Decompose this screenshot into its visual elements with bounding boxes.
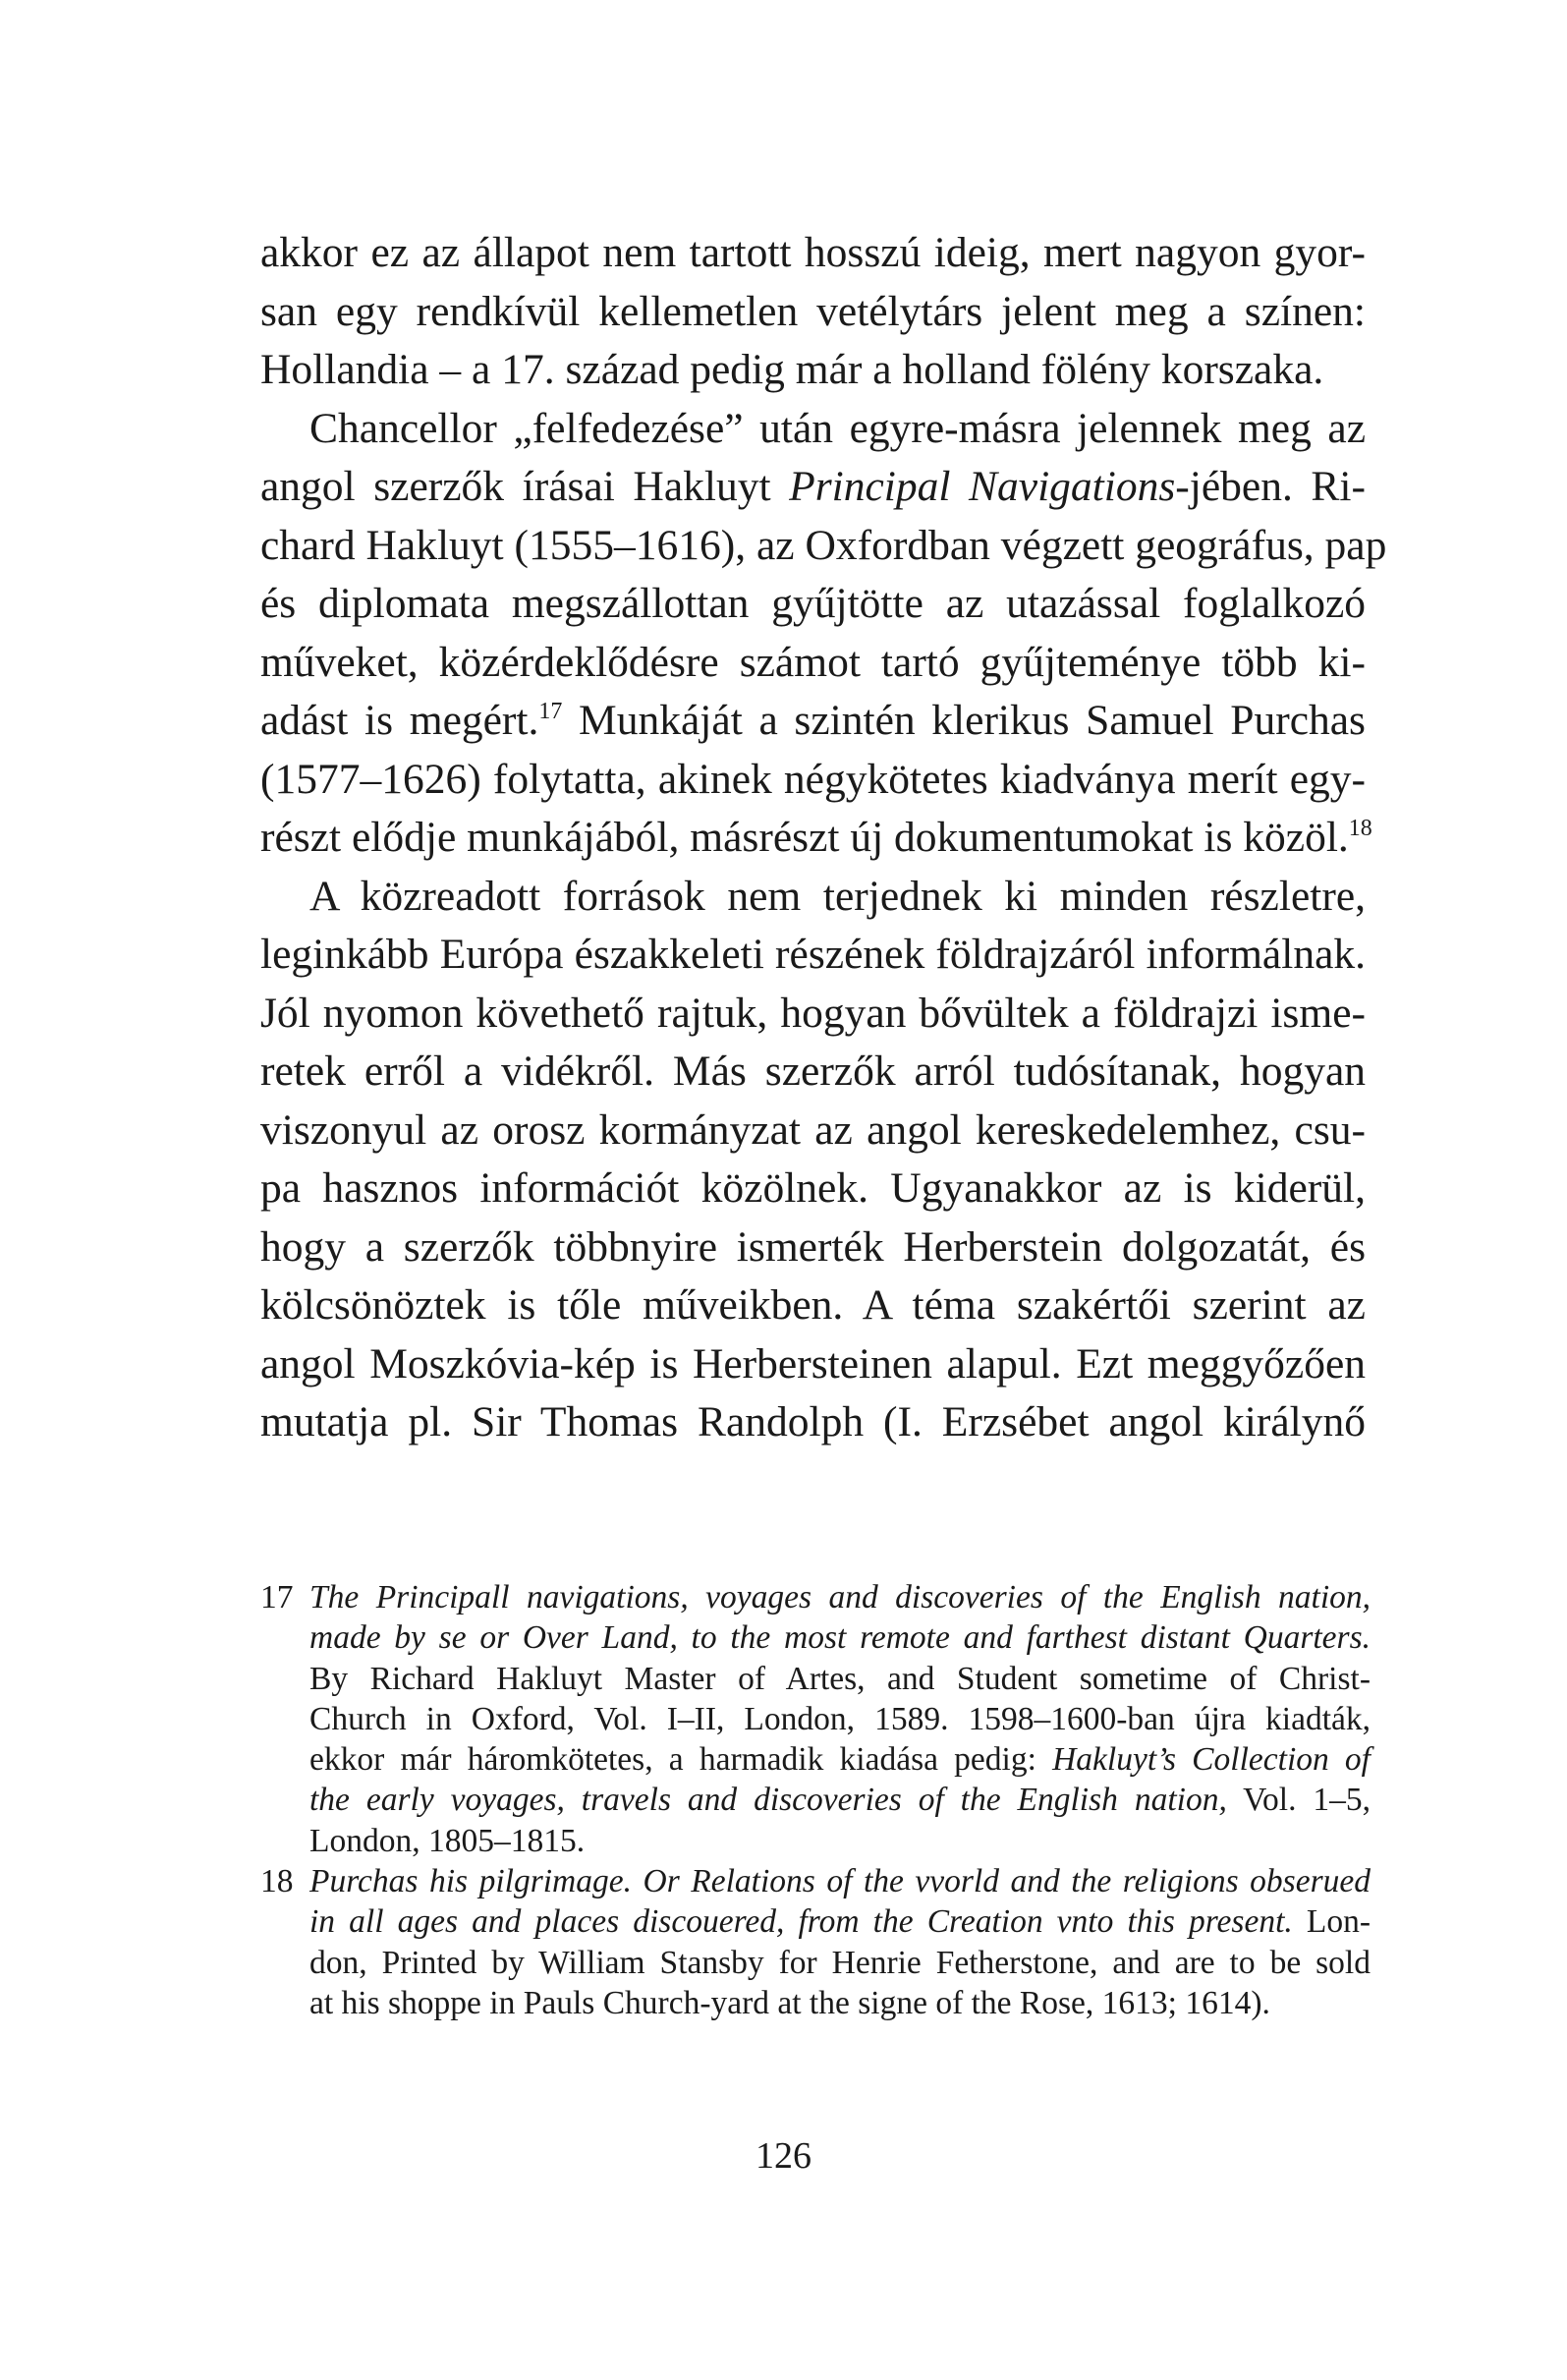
italic-title: Purchas his pilgrimage. Or Relations of the vvorld and the religions obserued [309, 1863, 1371, 1900]
line-text: at his shoppe in Pauls Church-yard at the signe of the Rose, 1613; 1614). [309, 1984, 1270, 2021]
line-text: retek erről a vidékről. Más szerzők arról tudósítanak, hogyan [260, 1048, 1366, 1095]
line-text: és diplomata megszállottan gyűjtötte az utazással foglalkozó [260, 580, 1366, 627]
line-text: leginkább Európa északkeleti részének földrajzáról informálnak. [260, 931, 1366, 978]
line-text: san egy rendkívül kellemetlen vetélytárs jelent meg a színen: [260, 287, 1366, 335]
footnote-line [309, 1577, 1371, 1617]
line-text: adást is megért. [260, 697, 539, 744]
italic-title: the early voyages, travels and discoveries of the English nation, [309, 1782, 1227, 1819]
line-text: -jében. Ri- [1175, 463, 1367, 510]
line-text: (1577–1626) folytatta, akinek négykötetes kiadványa merít egy- [260, 755, 1366, 803]
text-line [260, 458, 1366, 517]
line-text: ekkor már háromkötetes, a harmadik kiadása pedig: [309, 1741, 1053, 1779]
line-text: By Richard Hakluyt Master of Artes, and Student sometime of Christ- [309, 1660, 1371, 1697]
text-line [260, 1102, 1366, 1161]
footnote [260, 1861, 1371, 2023]
text-line [260, 517, 1387, 576]
text-line [260, 751, 1366, 810]
italic-title: Hakluyt’s Collection of [1052, 1741, 1371, 1779]
text-line [260, 809, 1372, 868]
text-line [260, 1043, 1366, 1102]
footnote-line [309, 1780, 1371, 1820]
line-text: Church in Oxford, Vol. I–II, London, 1589. 1598–1600-ban újra kiadták, [309, 1700, 1371, 1737]
footnote-line [309, 1659, 1371, 1699]
text-line [260, 985, 1366, 1044]
footnote-number: 18 [260, 1863, 294, 1900]
footnote-line [309, 1861, 1371, 1901]
footnote-line [309, 1699, 1371, 1739]
footnote-number: 17 [260, 1579, 294, 1615]
text-line [260, 341, 1366, 400]
text-line [260, 926, 1366, 985]
line-text: don, Printed by William Stansby for Henrie Fetherstone, and are to be sold [309, 1944, 1371, 1981]
line-text: chard Hakluyt (1555–1616), az Oxfordban végzett geográfus, pap [260, 521, 1387, 569]
line-text: Hollandia – a 17. század pedig már a holland fölény korszaka. [260, 346, 1324, 393]
italic-title: The Principall navigations, voyages and discoveries of the English nation, [309, 1579, 1371, 1615]
footnote-reference[interactable]: 17 [538, 699, 563, 724]
page-number: 126 [756, 2135, 811, 2177]
italic-title: Principal Navigations [789, 463, 1176, 510]
line-text: műveket, közérdeklődésre számot tartó gyűjteménye több ki- [260, 638, 1366, 686]
line-text: pa hasznos információt közölnek. Ugyanakkor az is kiderül, [260, 1164, 1366, 1212]
line-text: Munkáját a szintén klerikus Samuel Purchas [562, 697, 1366, 744]
text-line [260, 224, 1366, 283]
text-line [260, 868, 1366, 927]
footnote-reference[interactable]: 18 [1348, 816, 1372, 841]
line-text: akkor ez az állapot nem tartott hosszú ideig, mert nagyon gyor- [260, 229, 1366, 276]
line-text: Vol. 1–5, [1226, 1782, 1371, 1819]
footnote-line [309, 1983, 1371, 2023]
text-line [260, 400, 1366, 459]
line-text: részt elődje munkájából, másrészt új dokumentumokat is közöl. [260, 814, 1349, 861]
line-text: Jól nyomon követhető rajtuk, hogyan bővültek a földrajzi isme- [260, 989, 1366, 1037]
footnote-line [309, 1739, 1371, 1780]
line-text: mutatja pl. Sir Thomas Randolph (I. Erzsébet angol királynő [260, 1398, 1366, 1445]
main-text [260, 224, 1387, 1452]
footnotes [260, 1577, 1371, 2023]
italic-title: made by se or Over Land, to the most remote and farthest distant Quarters. [309, 1619, 1371, 1657]
text-line [260, 1218, 1366, 1277]
text-line [260, 634, 1366, 693]
line-text: viszonyul az orosz kormányzat az angol kereskedelemhez, csu- [260, 1105, 1366, 1154]
line-text: London, 1805–1815. [309, 1822, 586, 1859]
text-line [260, 1276, 1366, 1335]
line-text: angol Moszkóvia-kép is Herbersteinen alapul. Ezt meggyőzően [260, 1339, 1366, 1388]
text-line [260, 283, 1366, 342]
text-line [260, 575, 1366, 634]
footnote [260, 1577, 1371, 1861]
italic-title: in all ages and places discouered, from the Creation vnto this present. [309, 1903, 1293, 1941]
line-text: hogy a szerzők többnyire ismerték Herberstein dolgozatát, és [260, 1222, 1366, 1271]
line-text: A közreadott források nem terjednek ki minden részletre, [309, 872, 1366, 920]
line-text: Lon- [1292, 1903, 1371, 1941]
line-text: kölcsönöztek is tőle műveikben. A téma szakértői szerint az [260, 1281, 1366, 1329]
text-line [260, 1393, 1366, 1452]
footnote-line [309, 1943, 1371, 1983]
text-line [260, 692, 1366, 751]
footnote-line [309, 1617, 1371, 1658]
text-line [260, 1335, 1366, 1394]
footnote-line [309, 1821, 1371, 1861]
text-line [260, 1160, 1366, 1218]
line-text: angol szerzők írásai Hakluyt [260, 463, 790, 510]
line-text: Chancellor „felfedezése” után egyre-másra jelennek meg az [309, 404, 1366, 452]
footnote-line [309, 1901, 1371, 1942]
